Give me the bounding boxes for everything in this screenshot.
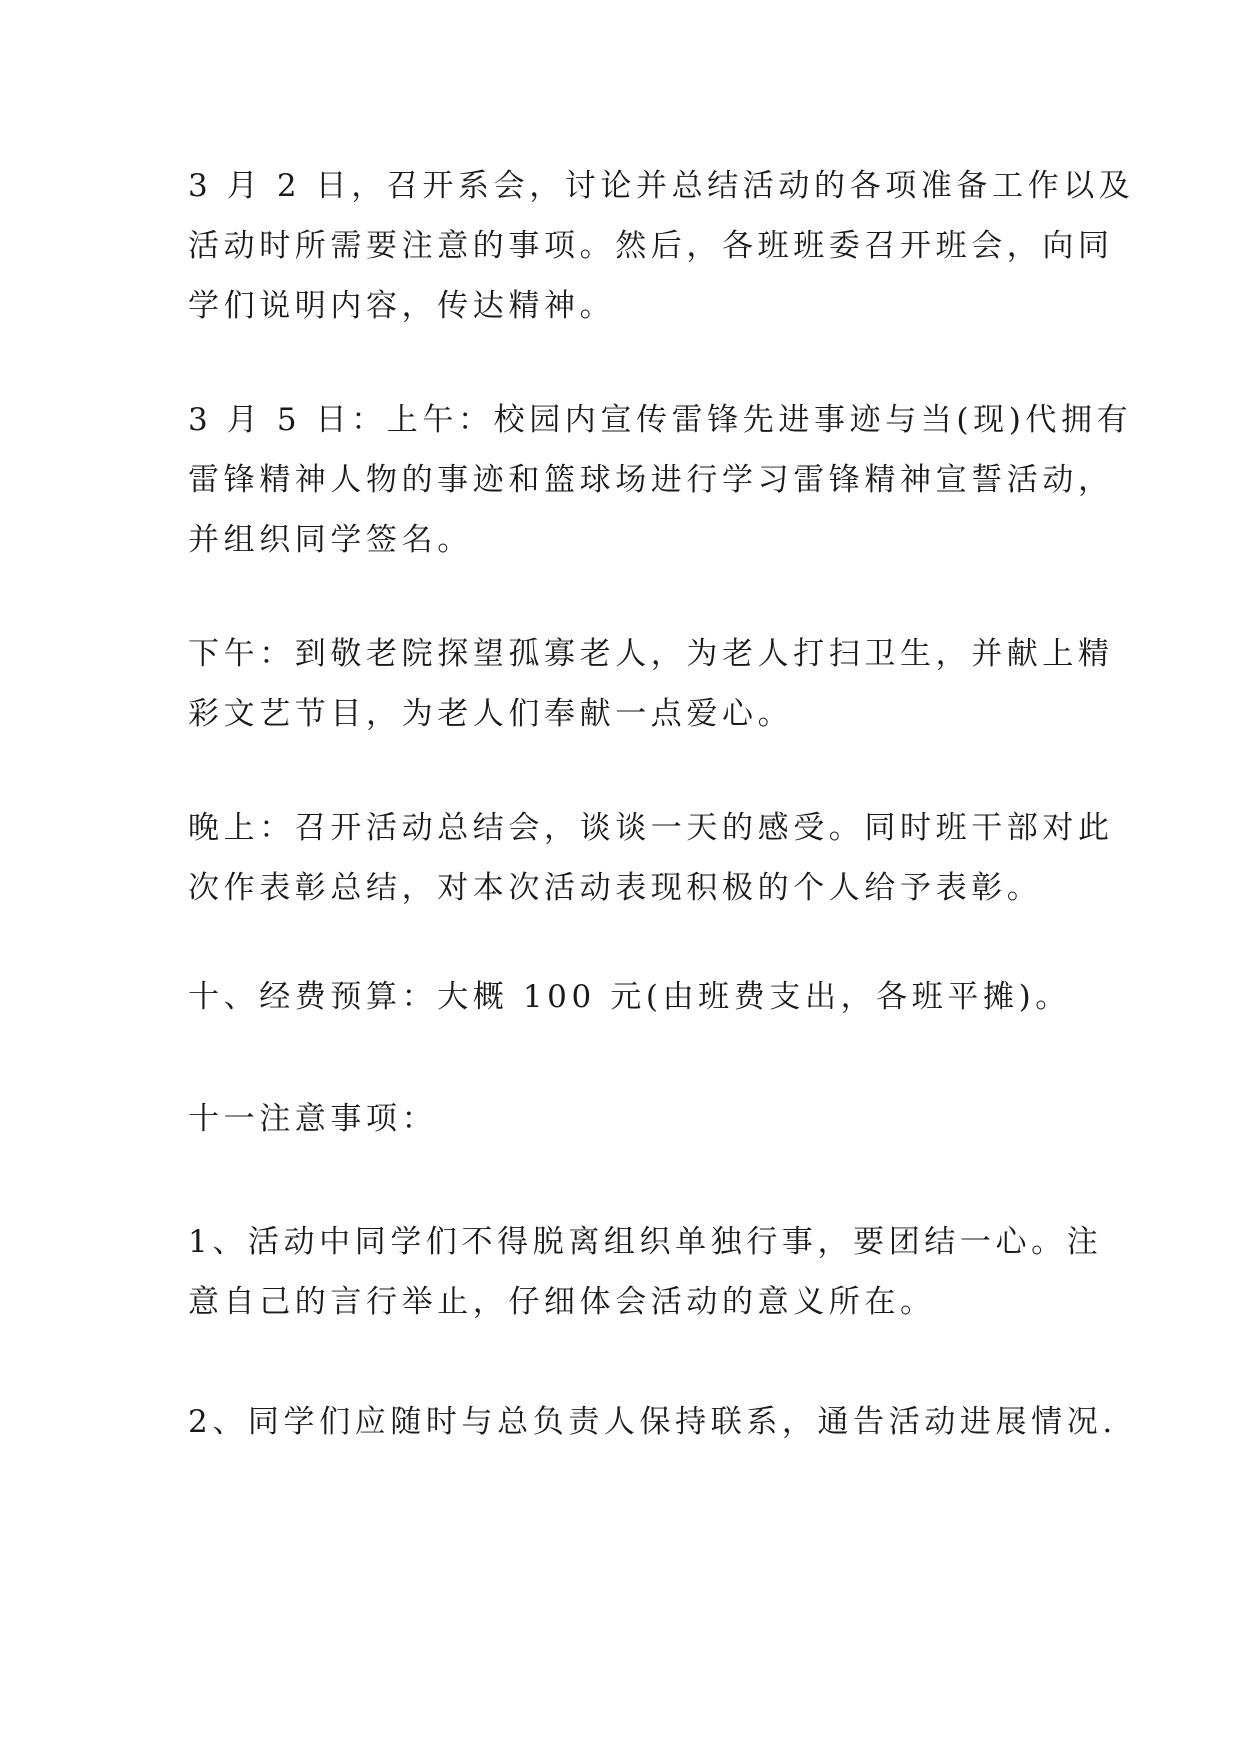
text-line: 十、经费预算：大概 100 元(由班费支出，各班平摊)。 (188, 979, 1071, 1015)
section-heading-notes (188, 1089, 1068, 1149)
paragraph-march-2-meeting (188, 156, 1135, 336)
text-line: 并组织同学签名。 (188, 522, 473, 558)
text-line: 意自己的言行举止，仔细体会活动的意义所在。 (188, 1284, 936, 1320)
list-item-note-2 (188, 1392, 1117, 1452)
text-line: 学们说明内容，传达精神。 (188, 288, 616, 324)
text-line: 3 月 5 日：上午：校园内宣传雷锋先进事迹与当(现)代拥有 (188, 402, 1133, 438)
paragraph-evening (188, 798, 1114, 918)
text-line: 雷锋精神人物的事迹和篮球场进行学习雷锋精神宣誓活动， (188, 462, 1114, 498)
paragraph-march-5-morning (188, 390, 1133, 570)
text-line: 次作表彰总结，对本次活动表现积极的个人给予表彰。 (188, 870, 1043, 906)
paragraph-afternoon (188, 624, 1114, 744)
list-item-note-1 (188, 1212, 1103, 1332)
text-line: 2、同学们应随时与总负责人保持联系，通告活动进展情况. (188, 1404, 1117, 1440)
text-line: 彩文艺节目，为老人们奉献一点爱心。 (188, 696, 794, 732)
text-line: 十一注意事项： (188, 1101, 438, 1137)
text-line: 晚上：召开活动总结会，谈谈一天的感受。同时班干部对此 (188, 810, 1114, 846)
text-line: 下午：到敬老院探望孤寡老人，为老人打扫卫生，并献上精 (188, 636, 1114, 672)
text-line: 1、活动中同学们不得脱离组织单独行事，要团结一心。注 (188, 1224, 1103, 1260)
text-line: 3 月 2 日，召开系会，讨论并总结活动的各项准备工作以及 (188, 168, 1135, 204)
text-line: 活动时所需要注意的事项。然后，各班班委召开班会，向同 (188, 228, 1114, 264)
paragraph-budget (188, 967, 1071, 1027)
